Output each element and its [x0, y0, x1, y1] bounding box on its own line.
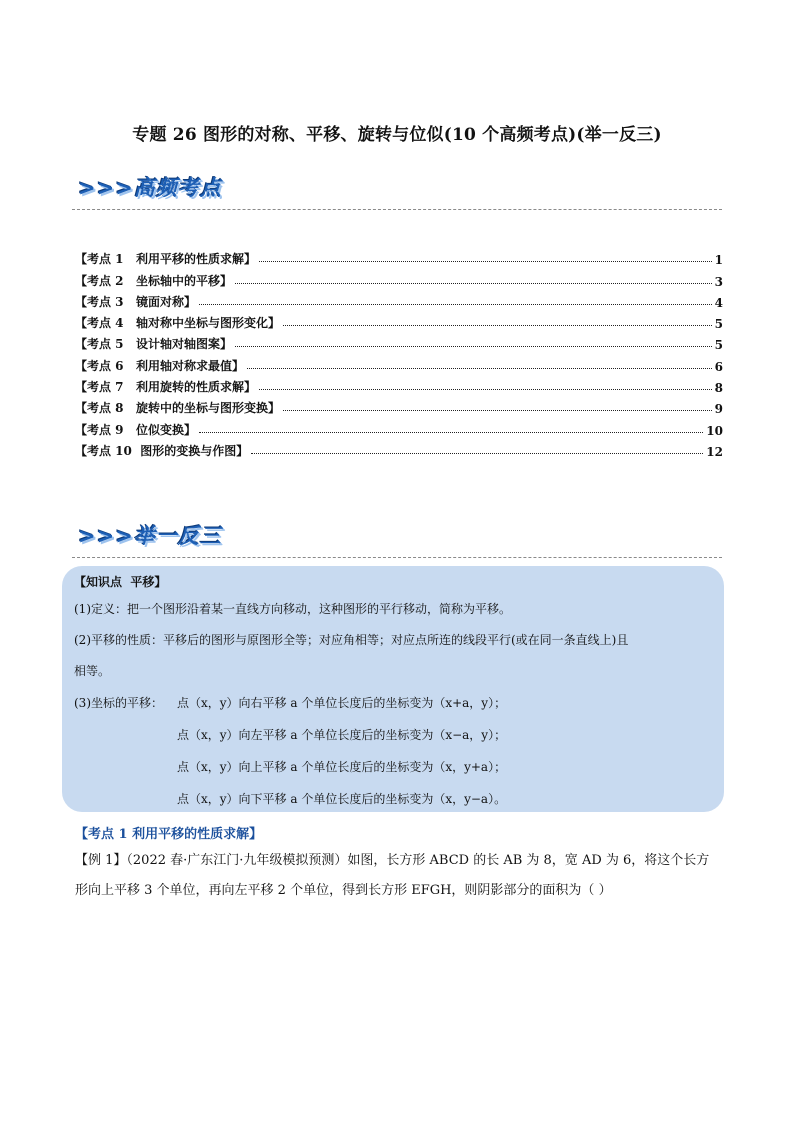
- section-label: >>>举一反三: [78, 524, 222, 548]
- definition-text: (1)定义：把一个图形沿着某一直线方向移动，这种图形的平行移动，简称为平移。: [74, 602, 512, 616]
- table-of-contents: [75, 246, 723, 459]
- knowledge-box: [62, 566, 724, 812]
- page-title: 专题 26 图形的对称、平移、旋转与位似(10 个高频考点)(举一反三): [132, 125, 662, 145]
- toc-item[interactable]: 【考点 3 镜面对称】 4: [75, 294, 723, 310]
- dashed-divider: [72, 209, 722, 210]
- toc-item[interactable]: 【考点 7 利用旋转的性质求解】 8: [75, 380, 723, 396]
- toc-item[interactable]: 【考点 2 坐标轴中的平移】 3: [75, 273, 723, 289]
- knowledge-heading: 【知识点 平移】: [74, 575, 167, 589]
- toc-item[interactable]: 【考点 10 图形的变换与作图】 12: [75, 443, 723, 459]
- toc-item[interactable]: 【考点 6 利用轴对称求最值】 6: [75, 358, 723, 374]
- coord-rule-right: 点（x，y）向右平移 a 个单位长度后的坐标变为（x+a，y）；: [177, 696, 507, 710]
- coord-label: (3)坐标的平移：: [74, 696, 163, 710]
- toc-item[interactable]: 【考点 1 利用平移的性质求解】 1: [75, 252, 723, 268]
- toc-item[interactable]: 【考点 8 旋转中的坐标与图形变换】 9: [75, 401, 723, 417]
- dashed-divider: [72, 557, 722, 558]
- toc-item[interactable]: 【考点 4 轴对称中坐标与图形变化】 5: [75, 316, 723, 332]
- coord-rule-down: 点（x，y）向下平移 a 个单位长度后的坐标变为（x，y−a）。: [177, 792, 507, 806]
- kaodian-heading: 【考点 1 利用平移的性质求解】: [75, 827, 263, 842]
- section-header-frequent: [72, 172, 722, 212]
- example-text-line: 【例 1】（2022 春·广东江门·九年级模拟预测）如图，长方形 ABCD 的长 AB 为 8，宽 AD 为 6，将这个长方: [75, 853, 710, 868]
- example-text-line: 形向上平移 3 个单位，再向左平移 2 个单位，得到长方形 EFGH，则阴影部分的面积为（ ）: [75, 883, 612, 898]
- section-header-examples: [72, 520, 722, 560]
- toc-item[interactable]: 【考点 9 位似变换】 10: [75, 422, 723, 438]
- toc-item[interactable]: 【考点 5 设计轴对轴图案】 5: [75, 337, 723, 353]
- property-text: (2)平移的性质：平移后的图形与原图形全等；对应角相等；对应点所连的线段平行(或在同一条直线上)且: [74, 633, 629, 647]
- property-text-cont: 相等。: [74, 664, 111, 678]
- section-label: >>>高频考点: [78, 176, 222, 200]
- coord-rule-left: 点（x，y）向左平移 a 个单位长度后的坐标变为（x−a，y）；: [177, 728, 507, 742]
- coord-rule-up: 点（x，y）向上平移 a 个单位长度后的坐标变为（x，y+a）；: [177, 760, 507, 774]
